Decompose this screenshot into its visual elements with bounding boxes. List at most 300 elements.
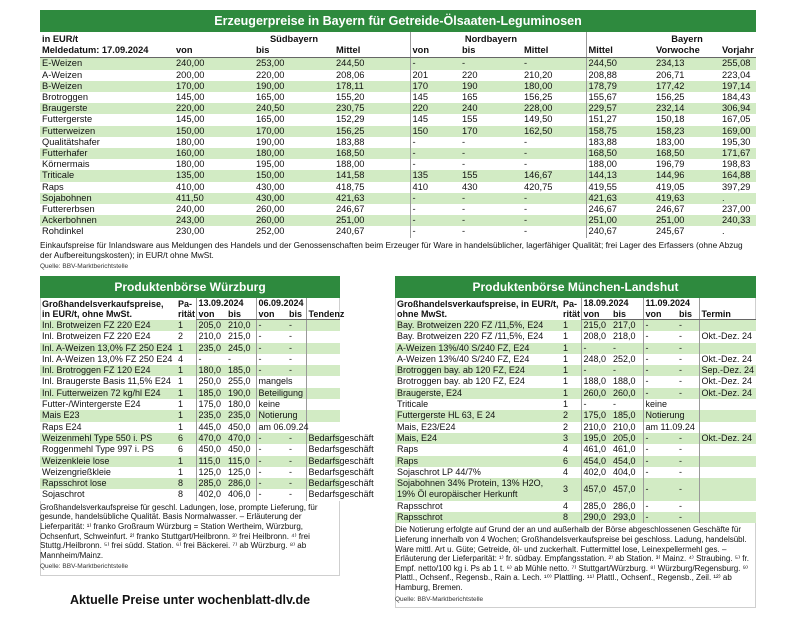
row-label: Rapsschrot lose	[42, 478, 107, 489]
table-cell: -	[643, 388, 677, 399]
table-row	[40, 159, 756, 170]
table-cell: Sep.-Dez. 24	[699, 365, 756, 376]
col-mittel: Mittel	[522, 45, 586, 58]
table-cell: 149,50	[524, 114, 553, 125]
row-label: Sojabohnen 34% Protein, 13% H2O, 19% Öl europäischer Herkunft	[397, 478, 544, 500]
table-row	[395, 444, 756, 455]
row-label: A-Weizen 13%/40 S/240 FZ, E24	[397, 342, 530, 353]
table-cell: -	[643, 433, 677, 444]
table-cell: am 11.09.24	[643, 422, 677, 433]
table-row	[40, 182, 756, 193]
wuerzburg-date1: 13.09.2024	[196, 298, 256, 309]
table-cell: 220	[462, 69, 478, 80]
table-cell: 168,50	[336, 148, 365, 159]
muenchen-head-paritaet: Pa-rität	[563, 298, 581, 319]
table-row	[395, 343, 756, 354]
wuerzburg-date2: 06.09.2024	[256, 298, 306, 309]
table-cell: 208,06	[336, 69, 365, 80]
table-cell: 1	[178, 342, 184, 353]
table-cell: 180,0	[196, 365, 226, 376]
table-cell: -	[679, 376, 683, 387]
footer-link-text: Aktuelle Preise unter wochenblatt-dlv.de	[69, 593, 311, 607]
table-cell: -	[256, 320, 287, 332]
table-cell: 180,00	[176, 136, 205, 147]
table-cell: -	[196, 354, 226, 365]
table-cell: 170	[462, 125, 478, 136]
table-cell: -	[410, 58, 460, 70]
table-cell	[306, 399, 340, 410]
table-cell: 251,00	[336, 215, 365, 226]
table-cell: 180,00	[176, 159, 205, 170]
table-cell: -	[524, 136, 528, 147]
table-row	[395, 354, 756, 365]
table-cell: -	[256, 433, 287, 444]
table-cell: -	[643, 331, 677, 342]
wuerzburg-head-label: Großhandelsverkaufspreise, in EUR/t, ohne MwSt.	[42, 298, 164, 319]
table-row	[40, 320, 340, 332]
table-cell: -	[643, 467, 677, 478]
col-bis: bis	[287, 309, 306, 320]
row-label: Braugerste, E24	[397, 387, 463, 398]
table-cell: -	[462, 148, 466, 159]
table-cell: -	[643, 320, 677, 332]
table-cell: 125,0	[196, 467, 226, 478]
row-label: Futterhafer	[42, 148, 88, 159]
table-cell: 180,0	[228, 399, 251, 410]
table-cell: 1	[178, 376, 184, 387]
table-cell: 144,13	[586, 170, 654, 181]
row-label: Futtererbsen	[42, 204, 95, 215]
col-bis: bis	[677, 309, 699, 320]
table-cell: 165,00	[256, 92, 285, 103]
table-cell: -	[410, 215, 460, 226]
table-row	[40, 433, 340, 444]
table-cell: -	[613, 342, 616, 353]
table-cell: 252,0	[613, 353, 636, 364]
table-cell: 1	[178, 410, 184, 421]
table-cell: 188,00	[336, 159, 365, 170]
muenchen-date1: 18.09.2024	[581, 298, 643, 309]
table-cell: 255,0	[228, 376, 251, 387]
table-cell: 160,00	[176, 148, 205, 159]
table-cell: 235,0	[196, 410, 226, 421]
table-cell: Bedarfsgeschäft	[306, 444, 340, 455]
table-cell	[306, 376, 340, 387]
row-label: Bay. Brotweizen 220 FZ /11,5%, E24	[397, 319, 544, 330]
table-cell: Notierung	[256, 410, 287, 421]
region-nordbayern: Nordbayern	[464, 34, 518, 44]
col-bis: bis	[254, 45, 334, 58]
table-cell: 4	[178, 353, 184, 364]
table-cell: 240,33	[722, 215, 751, 226]
table-cell: 141,58	[336, 170, 365, 181]
table-cell: 253,00	[256, 58, 285, 69]
table-cell: -	[462, 159, 466, 170]
table-cell: -	[256, 343, 287, 354]
table-row	[40, 114, 756, 125]
table-cell: 168,50	[656, 148, 685, 159]
table-cell: 260,0	[581, 388, 611, 399]
source-label: Quelle: BBV-Marktberichtstelle	[40, 563, 129, 571]
table-cell: -	[410, 148, 460, 159]
table-cell: 1	[178, 455, 184, 466]
table-cell: 155,20	[336, 92, 365, 103]
table-cell: -	[462, 192, 466, 203]
table-cell: -	[410, 137, 460, 148]
muenchen-date2: 11.09.2024	[643, 298, 699, 309]
table-cell: 450,0	[228, 444, 251, 455]
table-cell: 470,0	[196, 433, 226, 444]
table-cell: 196,79	[656, 159, 685, 170]
table-cell	[306, 410, 340, 421]
meldedatum: Meldedatum: 17.09.2024	[40, 45, 174, 58]
table-cell: 430,00	[256, 181, 285, 192]
table-cell: -	[228, 353, 231, 364]
table-cell: 234,13	[656, 58, 685, 69]
table-cell: 115,0	[196, 456, 226, 467]
table-cell: -	[462, 58, 466, 69]
table-cell: Bedarfsgeschäft	[306, 467, 340, 478]
table-cell: 1	[563, 342, 569, 353]
row-label: Körnermais	[42, 159, 90, 170]
table-cell: 205,0	[613, 432, 636, 443]
table-cell: 286,0	[613, 500, 636, 511]
col-vorwoche: Vorwoche	[654, 45, 720, 58]
muenchen-title: Produktenbörse München-Landshut	[395, 276, 756, 298]
table-cell: -	[256, 478, 287, 489]
table-cell: 240,00	[176, 58, 205, 69]
table-cell: 220,00	[176, 103, 205, 114]
table-cell: 165,00	[256, 114, 285, 125]
table-cell: -	[524, 192, 528, 203]
erzeugerpreise-rows	[40, 58, 756, 238]
erzeugerpreise-section	[40, 10, 756, 270]
table-cell: 169,00	[722, 125, 751, 136]
table-cell: 240,50	[256, 103, 285, 114]
wuerzburg-head-paritaet: Pa-rität	[178, 298, 196, 319]
table-cell: 6	[563, 455, 569, 466]
wuerzburg-table	[40, 298, 374, 501]
table-cell: 156,25	[524, 92, 553, 103]
table-cell: 6	[178, 432, 184, 443]
table-cell	[699, 467, 756, 478]
row-label: Brotroggen	[42, 92, 88, 103]
muenchen-table	[395, 298, 756, 523]
table-cell: 170	[410, 81, 460, 92]
table-cell: 135	[410, 170, 460, 181]
table-cell: 8	[563, 512, 569, 523]
row-label: Inl. A-Weizen 13,0% FZ 250 E24	[42, 353, 173, 364]
table-cell: Okt.-Dez. 24	[699, 376, 756, 387]
table-cell	[699, 444, 756, 455]
table-cell: -	[524, 58, 528, 69]
row-label: Inl. Brotroggen FZ 120 E24	[42, 365, 151, 376]
table-row	[40, 467, 340, 478]
col-mittel: Mittel	[586, 45, 654, 58]
row-label: Futter-/Wintergerste E24	[42, 399, 141, 410]
table-row	[395, 478, 756, 501]
table-cell: 210,0	[581, 422, 611, 433]
table-row	[395, 365, 756, 376]
table-cell: 4	[563, 500, 569, 511]
table-row	[395, 422, 756, 433]
table-cell: 250,0	[196, 376, 226, 387]
row-label: A-Weizen	[42, 69, 83, 80]
table-cell: 246,67	[336, 204, 365, 215]
table-cell	[699, 501, 756, 512]
table-cell: 1	[563, 331, 569, 342]
muenchen-note: Die Notierung erfolgte auf Grund der an und außerhalb der Börse abgeschlossenen Geschäfte für Lieferung innerhalb von 4 Wochen; Großhandelsverkaufspreise bei geschloss. Ladung, handelsübl. Ware mittl. Art u. Güte; Getreide, öl- und zuckerhalt. Futtermittel lose, Leinexpellermehl ges. – Erläuterung der Lieferparität: ¹⁾ fr. südbay. Empfangsstation. ²⁾ ab Station. ³⁾ Mainz. ⁴⁾ Straubing. ⁵⁾ fr. Empf. netto/100 kg i. Ps ab 1 t. ⁶⁾ ab Mühle netto. ⁷⁾ Stuttgart/Würzburg. ⁸⁾ Würzburg/Regensburg. ⁹⁾ Plattl., Ochsenf., Regensb., Rain a. Lech. ¹⁰⁾ Plattling. ¹¹⁾ Plattl., Ochsenf., Regensb., Zeil. ¹²⁾ ab Hamburg, Bremen.	[395, 525, 749, 592]
table-cell: 251,00	[656, 215, 685, 226]
table-cell: 210,0	[228, 320, 251, 330]
table-cell: 1	[563, 319, 569, 330]
table-cell: 232,14	[656, 103, 685, 114]
table-cell: 237,00	[722, 204, 751, 215]
table-cell: -	[643, 343, 677, 354]
table-cell: 205,0	[196, 320, 226, 332]
table-cell: 410,00	[176, 181, 205, 192]
table-cell: 2	[563, 410, 569, 421]
table-cell: -	[256, 456, 287, 467]
table-cell: 240	[462, 103, 478, 114]
table-cell: 1	[563, 399, 569, 410]
table-cell: 200,00	[176, 69, 205, 80]
table-cell: -	[581, 399, 611, 410]
table-row	[40, 193, 756, 204]
table-cell	[699, 512, 756, 523]
table-cell: 430	[462, 181, 478, 192]
table-cell: 156,25	[336, 125, 365, 136]
col-bis: bis	[226, 309, 256, 320]
table-cell: 1	[563, 353, 569, 364]
table-row	[40, 204, 756, 215]
table-cell: 115,0	[228, 455, 250, 466]
table-cell: 240,67	[586, 226, 654, 237]
table-cell: 151,27	[586, 114, 654, 125]
table-cell: 430,00	[256, 192, 285, 203]
table-cell: 402,0	[581, 467, 611, 478]
row-label: Brotroggen bay. ab 120 FZ, E24	[397, 376, 525, 387]
row-label: Sojaschrot LP 44/7%	[397, 466, 481, 477]
table-cell: -	[679, 432, 683, 443]
table-cell: -	[524, 226, 528, 237]
row-label: Raps	[397, 455, 419, 466]
table-cell: -	[643, 501, 677, 512]
table-cell: -	[256, 444, 287, 455]
table-cell: 285,0	[196, 478, 226, 489]
table-cell: -	[643, 456, 677, 467]
table-row	[40, 226, 756, 237]
row-label: Futterweizen	[42, 125, 96, 136]
table-cell: 180,00	[524, 80, 553, 91]
table-row	[395, 376, 756, 387]
table-cell: 145	[410, 114, 460, 125]
table-cell: 1	[563, 387, 569, 398]
table-cell: 235,0	[228, 410, 251, 421]
table-cell: -	[524, 148, 528, 159]
table-cell: 145	[410, 92, 460, 103]
table-cell: 450,0	[196, 444, 226, 455]
table-cell: 4	[563, 444, 569, 455]
table-cell: 1	[178, 399, 184, 410]
table-cell: 402,0	[196, 489, 226, 500]
table-cell: 135,00	[176, 170, 205, 181]
table-cell	[306, 365, 340, 376]
table-cell: 150	[410, 126, 460, 137]
table-row	[395, 433, 756, 444]
table-cell: 184,43	[722, 92, 751, 103]
table-cell: 208,0	[581, 331, 611, 342]
table-cell: 285,0	[581, 501, 611, 512]
table-cell: -	[613, 399, 616, 410]
table-cell	[306, 422, 340, 433]
table-cell: .	[722, 192, 725, 203]
col-bis: bis	[611, 309, 643, 320]
table-cell: 255,08	[722, 58, 751, 69]
table-row	[40, 170, 756, 181]
wuerzburg-rows	[40, 319, 374, 501]
muenchen-section	[395, 276, 756, 603]
source-label: Quelle: BBV-Marktberichtstelle	[40, 262, 129, 270]
table-cell: 290,0	[581, 512, 611, 523]
table-cell: Beteiligung	[256, 388, 287, 399]
row-label: Weizengrießkleie	[42, 466, 111, 477]
region-bayern: Bayern	[671, 34, 703, 44]
table-cell: -	[643, 444, 677, 455]
erzeugerpreise-table	[40, 32, 756, 238]
table-cell: 246,67	[586, 204, 654, 215]
table-cell: -	[289, 320, 293, 330]
table-cell: -	[256, 354, 287, 365]
table-cell: 195,30	[722, 136, 751, 147]
table-cell: 210,20	[524, 69, 553, 80]
table-row	[40, 58, 756, 70]
table-cell: 158,75	[586, 126, 654, 137]
table-cell: 152,29	[336, 114, 365, 125]
table-row	[40, 410, 340, 421]
muenchen-head-label: Großhandelsverkaufspreise, in EUR/t, ohne MwSt.	[397, 298, 559, 319]
table-cell	[699, 422, 756, 433]
table-cell: Okt.-Dez. 24	[699, 331, 756, 342]
table-cell: 419,05	[656, 181, 685, 192]
table-cell: 185,0	[228, 365, 251, 376]
table-cell: -	[679, 455, 683, 466]
table-cell	[699, 456, 756, 467]
table-cell: 248,0	[581, 354, 611, 365]
row-label: Triticale	[397, 399, 429, 410]
table-row	[395, 410, 756, 421]
table-cell: 8	[178, 489, 184, 500]
col-mittel: Mittel	[334, 45, 410, 58]
table-cell: 146,67	[524, 170, 553, 181]
table-cell: 162,50	[524, 125, 553, 136]
table-cell: 1	[178, 466, 184, 477]
table-cell: 183,00	[656, 136, 685, 147]
table-cell: 450,0	[228, 421, 251, 432]
erzeugerpreise-note: Einkaufspreise für Inlandsware aus Meldungen des Handels und der Genossenschaften beim Erzeuger für Ware in handelsüblicher, lagerfähiger Qualität; frei Lager des Erfassers (ohne Abzug der Aufbereitungskosten); in EUR/t ohne MwSt.	[40, 239, 743, 260]
table-cell: 244,50	[336, 58, 365, 69]
row-label: Roggenmehl Type 997 i. PS	[42, 444, 154, 455]
table-cell: -	[410, 226, 460, 237]
table-row	[40, 70, 756, 81]
table-cell: -	[679, 512, 683, 523]
table-cell: 245,67	[656, 226, 685, 237]
table-cell: -	[581, 343, 611, 354]
row-label: Sojaschrot	[42, 489, 85, 500]
table-cell: 164,88	[722, 170, 751, 181]
table-row	[40, 444, 340, 455]
table-cell: -	[679, 365, 683, 376]
table-row	[40, 388, 340, 399]
table-cell: 246,67	[656, 204, 685, 215]
col-termin: Termin	[699, 309, 756, 320]
col-von: von	[581, 309, 611, 320]
row-label: Brotroggen bay. ab 120 FZ, E24	[397, 365, 525, 376]
table-cell: -	[410, 193, 460, 204]
table-cell: -	[679, 483, 683, 494]
table-cell: 206,71	[656, 69, 685, 80]
table-cell: 158,23	[656, 125, 685, 136]
table-cell: 421,63	[586, 193, 654, 204]
table-cell: -	[289, 466, 293, 477]
table-cell: 170,00	[176, 80, 205, 91]
table-cell: 167,05	[722, 114, 751, 125]
table-cell: Bedarfsgeschäft	[306, 489, 340, 500]
table-cell: 175,0	[196, 399, 226, 410]
table-row	[395, 456, 756, 467]
table-cell: 1	[178, 387, 184, 398]
table-row	[40, 376, 340, 387]
table-cell: -	[679, 353, 683, 364]
table-row	[40, 81, 756, 92]
row-label: Futtergerste HL 63, E 24	[397, 410, 496, 421]
table-cell: 220	[410, 103, 460, 114]
table-cell: 457,0	[581, 478, 611, 501]
table-cell: 2	[178, 331, 184, 342]
row-label: Inl. Brotweizen FZ 220 E24	[42, 331, 151, 342]
table-cell: 150,00	[176, 125, 205, 136]
wuerzburg-section	[40, 276, 374, 571]
table-cell: -	[462, 136, 466, 147]
row-label: Triticale	[42, 170, 75, 181]
col-von: von	[174, 45, 254, 58]
row-label: Raps E24	[42, 421, 82, 432]
table-cell: 185,0	[613, 410, 636, 421]
table-cell: 410	[410, 182, 460, 193]
row-label: Rohdinkel	[42, 226, 84, 237]
table-cell: 470,0	[228, 432, 251, 443]
table-cell	[287, 399, 306, 410]
col-von: von	[196, 309, 226, 320]
table-cell	[677, 399, 699, 410]
table-row	[40, 489, 340, 500]
table-cell: 155,67	[586, 92, 654, 103]
table-cell: 240,67	[336, 226, 365, 237]
table-cell: 190	[462, 80, 478, 91]
table-cell: keine	[256, 399, 287, 410]
muenchen-rows	[395, 320, 756, 524]
table-cell: -	[679, 444, 683, 455]
table-cell: 171,67	[722, 148, 751, 159]
table-row	[40, 343, 340, 354]
table-cell: 404,0	[613, 466, 636, 477]
row-label: Braugerste	[42, 103, 88, 114]
table-cell: 419,63	[656, 192, 685, 203]
table-cell: 190,0	[228, 387, 251, 398]
table-cell: -	[643, 365, 677, 376]
row-label: Ackerbohnen	[42, 215, 97, 226]
table-cell: 445,0	[196, 422, 226, 433]
